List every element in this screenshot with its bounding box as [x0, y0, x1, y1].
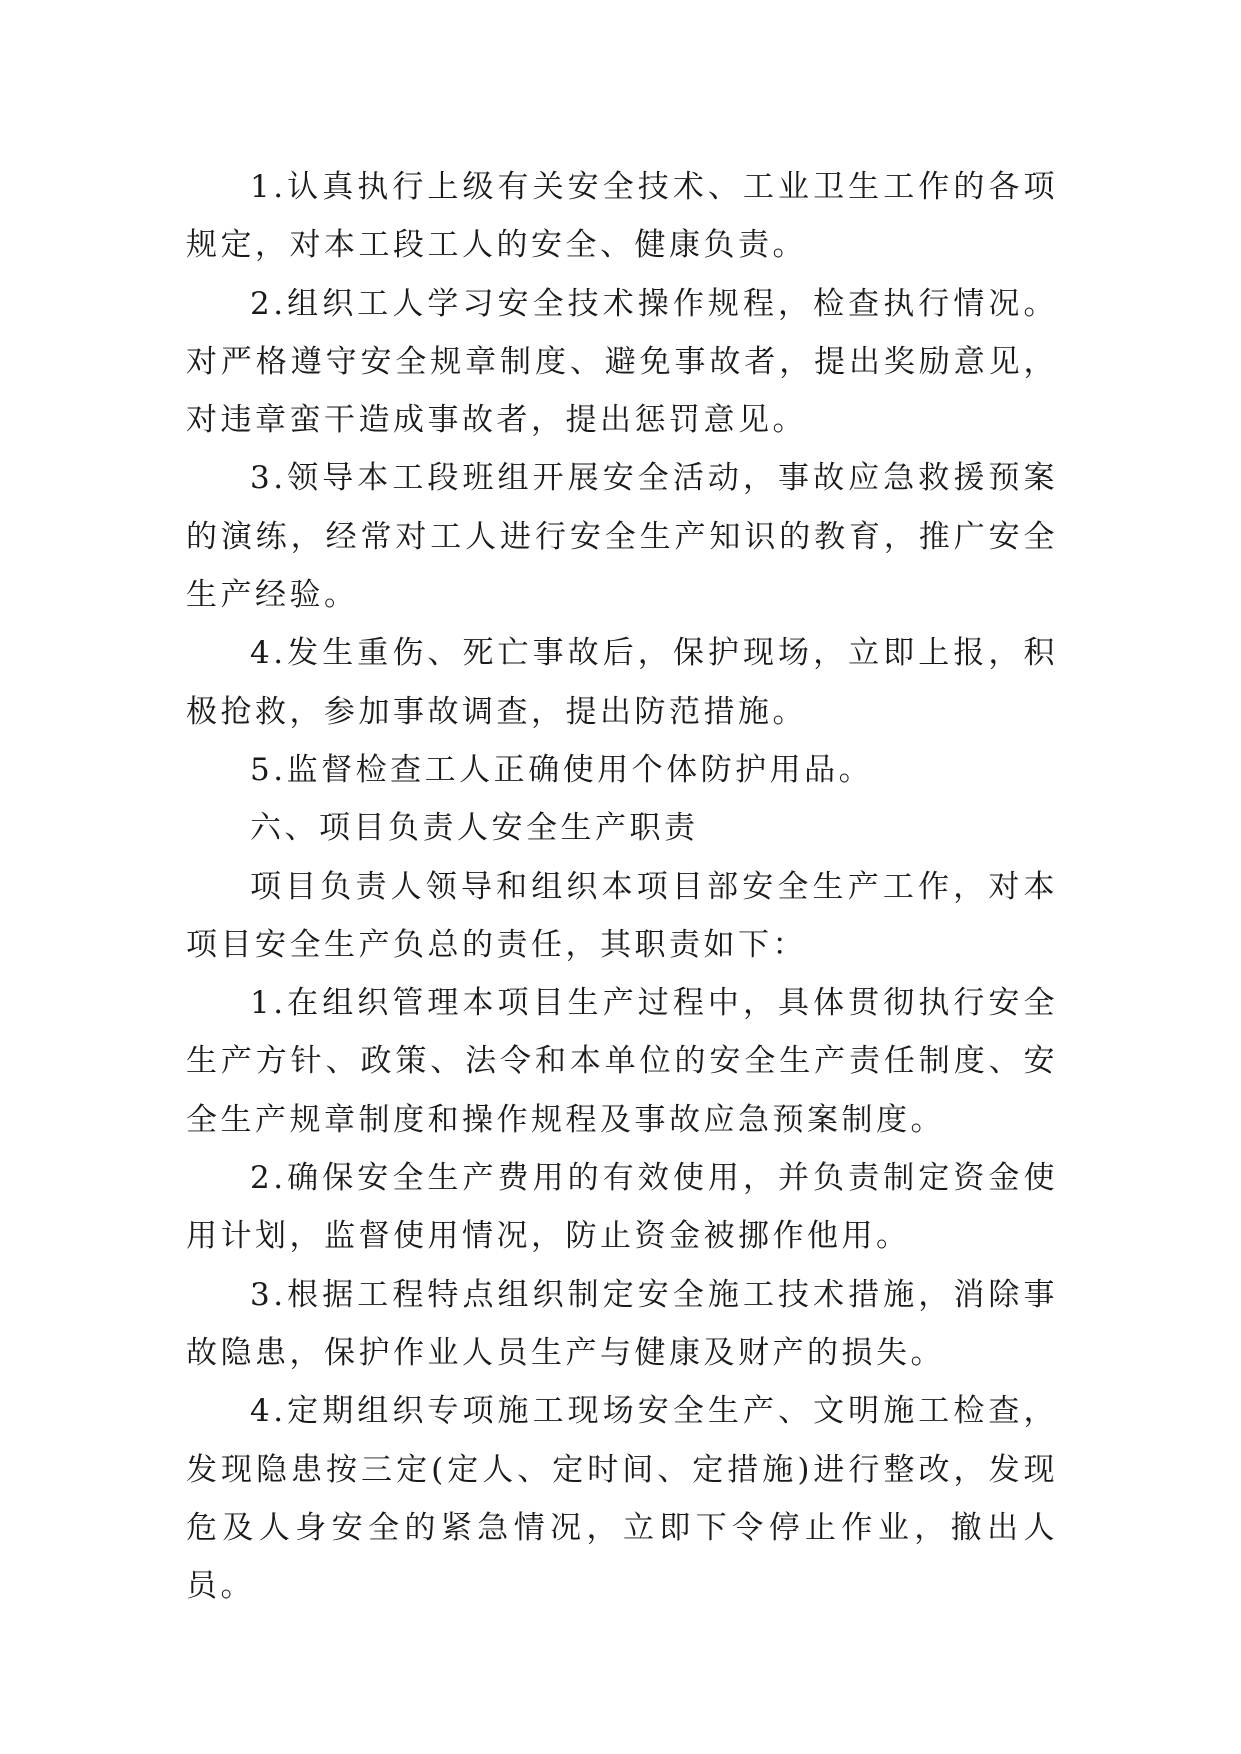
section-heading: 六、项目负责人安全生产职责: [250, 810, 699, 847]
paragraph-duty-2: 2.确保安全生产费用的有效使用，并负责制定资金使用计划，监督使用情况，防止资金被挪作他用。: [186, 1160, 1058, 1255]
paragraph-duty-1: 1.在组织管理本项目生产过程中，具体贯彻执行安全生产方针、政策、法令和本单位的安全生产责任制度、安全生产规章制度和操作规程及事故应急预案制度。: [186, 985, 1058, 1138]
paragraph-2: 2.组织工人学习安全技术操作规程，检查执行情况。对严格遵守安全规章制度、避免事故者，提出奖励意见，对违章蛮干造成事故者，提出惩罚意见。: [186, 285, 1058, 439]
paragraph-duty-3: 3.根据工程特点组织制定安全施工技术措施，消除事故隐患，保护作业人员生产与健康及财产的损失。: [186, 1276, 1058, 1371]
document-body: [186, 158, 1058, 1615]
paragraph-duty-4: 4.定期组织专项施工现场安全生产、文明施工检查，发现隐患按三定(定人、定时间、定措施)进行整改，发现危及人身安全的紧急情况，立即下令停止作业，撤出人员。: [186, 1393, 1058, 1605]
paragraph-5: 5.监督检查工人正确使用个体防护用品。: [250, 751, 874, 788]
paragraph-1: 1.认真执行上级有关安全技术、工业卫生工作的各项规定，对本工段工人的安全、健康负责。: [186, 169, 1058, 264]
paragraph-4: 4.发生重伤、死亡事故后，保护现场，立即上报，积极抢救，参加事故调查，提出防范措施。: [186, 635, 1058, 730]
paragraph-intro: 项目负责人领导和组织本项目部安全生产工作，对本项目安全生产负总的责任，其职责如下：: [186, 868, 1058, 963]
paragraph-3: 3.领导本工段班组开展安全活动，事故应急救援预案的演练，经常对工人进行安全生产知识的教育，推广安全生产经验。: [186, 460, 1058, 614]
